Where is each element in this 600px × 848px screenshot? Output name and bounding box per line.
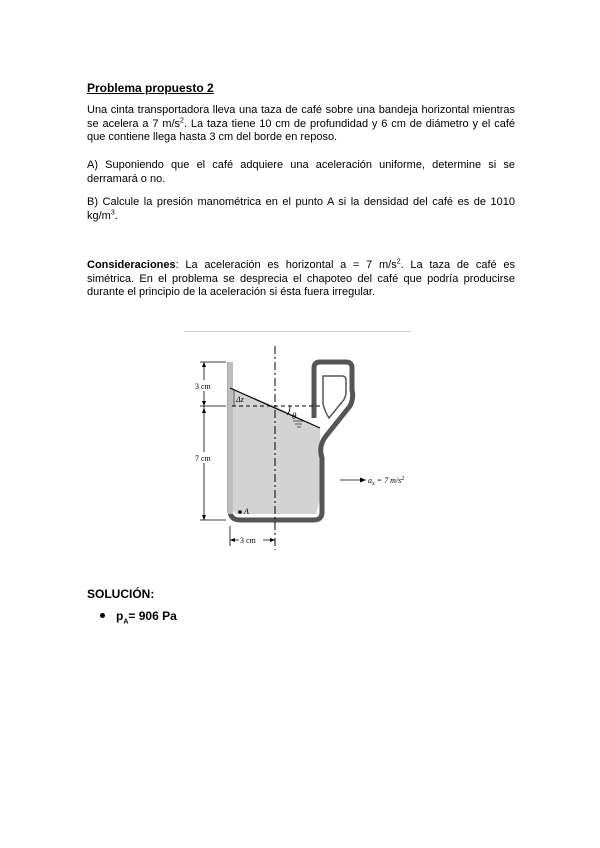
- considerations-text-b: . La taza de café es simétrica. En el problema se desprecia el chapoteo del café que podría producirse durante el principio de la aceleración si ésta fuera irregular.: [87, 259, 515, 298]
- label-delta-z: Δz: [236, 395, 244, 404]
- problem-statement-part-b: . La taza tiene 10 cm de profundidad y 6 cm de diámetro y el café que contiene llega hasta 3 cm del borde en reposo.: [87, 117, 516, 143]
- solution-p: p: [116, 609, 124, 623]
- problem-statement-part-a: Una cinta transportadora lleva una taza de café sobre una bandeja horizontal mientras se acelera a 7 m/s: [87, 104, 515, 130]
- considerations-text-a: : La aceleración es horizontal a = 7 m/s: [175, 259, 397, 271]
- considerations-label: Consideraciones: [87, 259, 176, 271]
- point-A: [238, 510, 242, 514]
- question-b: [87, 196, 515, 223]
- label-3cm-bottom: 3 cm: [240, 536, 256, 545]
- coffee-liquid: [232, 389, 320, 514]
- figure-top-rule: [185, 331, 411, 332]
- question-b-sup: 3: [110, 208, 115, 216]
- considerations-sup: 2: [396, 258, 401, 266]
- considerations-paragraph: [87, 259, 515, 300]
- label-acceleration: $a_x = 7$ $m/s^2$: [368, 476, 405, 487]
- question-b-part-a: B) Calcule la presión manométrica en el punto A si la densidad del café es de 1010 kg/m: [87, 196, 515, 222]
- problem-statement-sup: 2: [180, 116, 184, 124]
- solution-sub: A: [123, 618, 129, 626]
- problem-statement: [87, 104, 515, 145]
- bullet-icon: [100, 613, 105, 618]
- question-b-part-b: .: [114, 209, 118, 222]
- theta-label: θ: [292, 411, 297, 421]
- cup-left-wall: [228, 362, 233, 514]
- label-3cm-top: 3 cm: [195, 382, 211, 391]
- solution-item: [100, 609, 177, 626]
- label-7cm: 7 cm: [195, 454, 211, 463]
- coffee-cup-figure: [190, 340, 425, 560]
- problem-title: Problema propuesto 2: [87, 81, 214, 95]
- label-A: A: [244, 507, 249, 516]
- question-a: A) Suponiendo que el café adquiere una aceleración uniforme, determine si se derramará o no.: [87, 159, 515, 185]
- solution-title: SOLUCIÓN:: [87, 587, 155, 601]
- solution-value: = 906 Pa: [128, 609, 177, 623]
